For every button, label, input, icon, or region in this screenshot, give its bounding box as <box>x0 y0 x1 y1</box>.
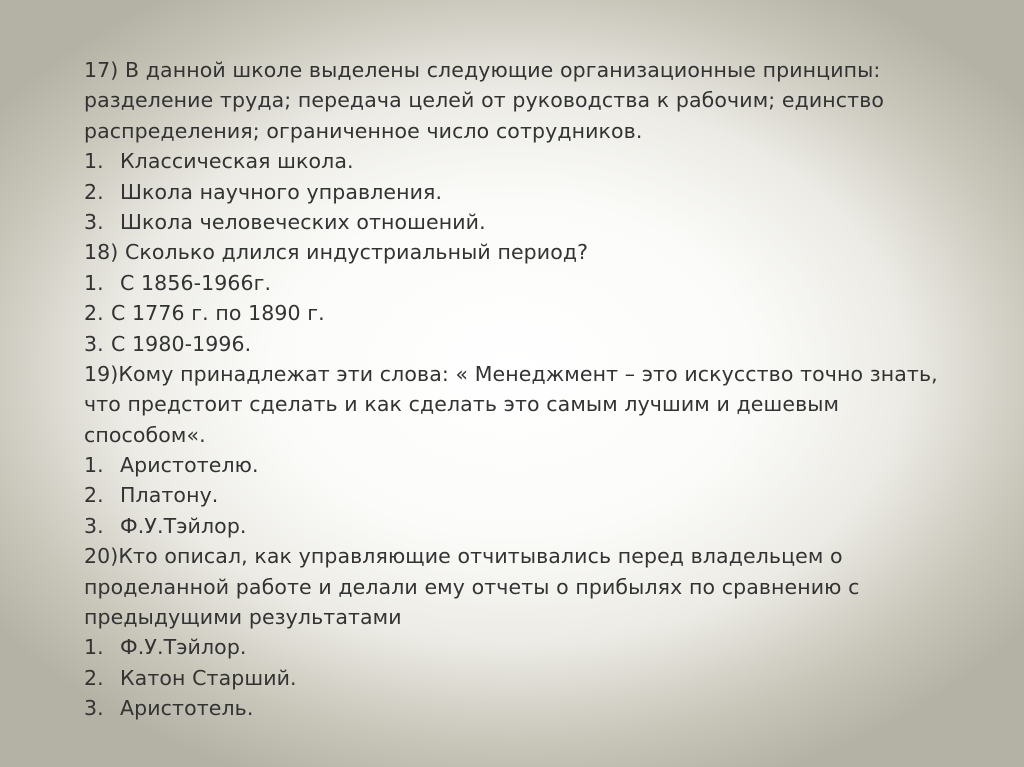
q17-line-3: распределения; ограниченное число сотрудников. <box>84 118 643 143</box>
option-text: Платону. <box>120 483 219 508</box>
option-number: 1. <box>84 149 104 174</box>
option-text: Катон Старший. <box>120 665 297 690</box>
option-text: Школа научного управления. <box>120 179 443 204</box>
q19-option-3 <box>84 511 944 541</box>
option-text: С 1980-1996. <box>111 331 252 356</box>
q18-option-2 <box>84 298 944 328</box>
q19-line-2: что предстоит сделать и как сделать это самым лучшим и дешевым <box>84 392 840 417</box>
q18-line-1: 18) Сколько длился индустриальный период? <box>84 240 589 265</box>
option-number: 2. <box>84 301 104 326</box>
q20-option-1 <box>84 632 944 662</box>
q18-option-3 <box>84 329 944 359</box>
option-number: 3. <box>84 696 104 721</box>
q17-line-2: разделение труда; передача целей от руководства к рабочим; единство <box>84 88 885 113</box>
q20-option-2 <box>84 663 944 693</box>
option-text: Ф.У.Тэйлор. <box>120 513 247 538</box>
q17-option-3 <box>84 207 944 237</box>
q18-option-1 <box>84 268 944 298</box>
option-text: С 1856-1966г. <box>120 270 272 295</box>
option-text: Аристотелю. <box>120 453 259 478</box>
option-number: 1. <box>84 453 104 478</box>
option-text: С 1776 г. по 1890 г. <box>111 301 325 326</box>
q17-option-1 <box>84 146 944 176</box>
option-text: Классическая школа. <box>120 149 354 174</box>
q19-option-2 <box>84 480 944 510</box>
q19-line-3: способом«. <box>84 422 206 447</box>
q19-line-1: 19)Кому принадлежат эти слова: « Менеджмент – это искусство точно знать, <box>84 361 938 386</box>
option-number: 3. <box>84 513 104 538</box>
q20-line-3: предыдущими результатами <box>84 605 402 630</box>
option-number: 1. <box>84 635 104 660</box>
option-text: Школа человеческих отношений. <box>120 209 486 234</box>
q20-line-2: проделанной работе и делали ему отчеты о прибылях по сравнению с <box>84 574 860 599</box>
option-number: 2. <box>84 483 104 508</box>
slide-text <box>84 55 944 724</box>
q17-option-2 <box>84 177 944 207</box>
option-number: 3. <box>84 331 104 356</box>
option-text: Ф.У.Тэйлор. <box>120 635 247 660</box>
option-number: 1. <box>84 270 104 295</box>
q20-option-3 <box>84 693 944 723</box>
option-number: 2. <box>84 665 104 690</box>
option-text: Аристотель. <box>120 696 254 721</box>
option-number: 2. <box>84 179 104 204</box>
q20-line-1: 20)Кто описал, как управляющие отчитывались перед владельцем о <box>84 544 843 569</box>
option-number: 3. <box>84 209 104 234</box>
q17-line-1: 17) В данной школе выделены следующие организационные принципы: <box>84 58 881 82</box>
q19-option-1 <box>84 450 944 480</box>
